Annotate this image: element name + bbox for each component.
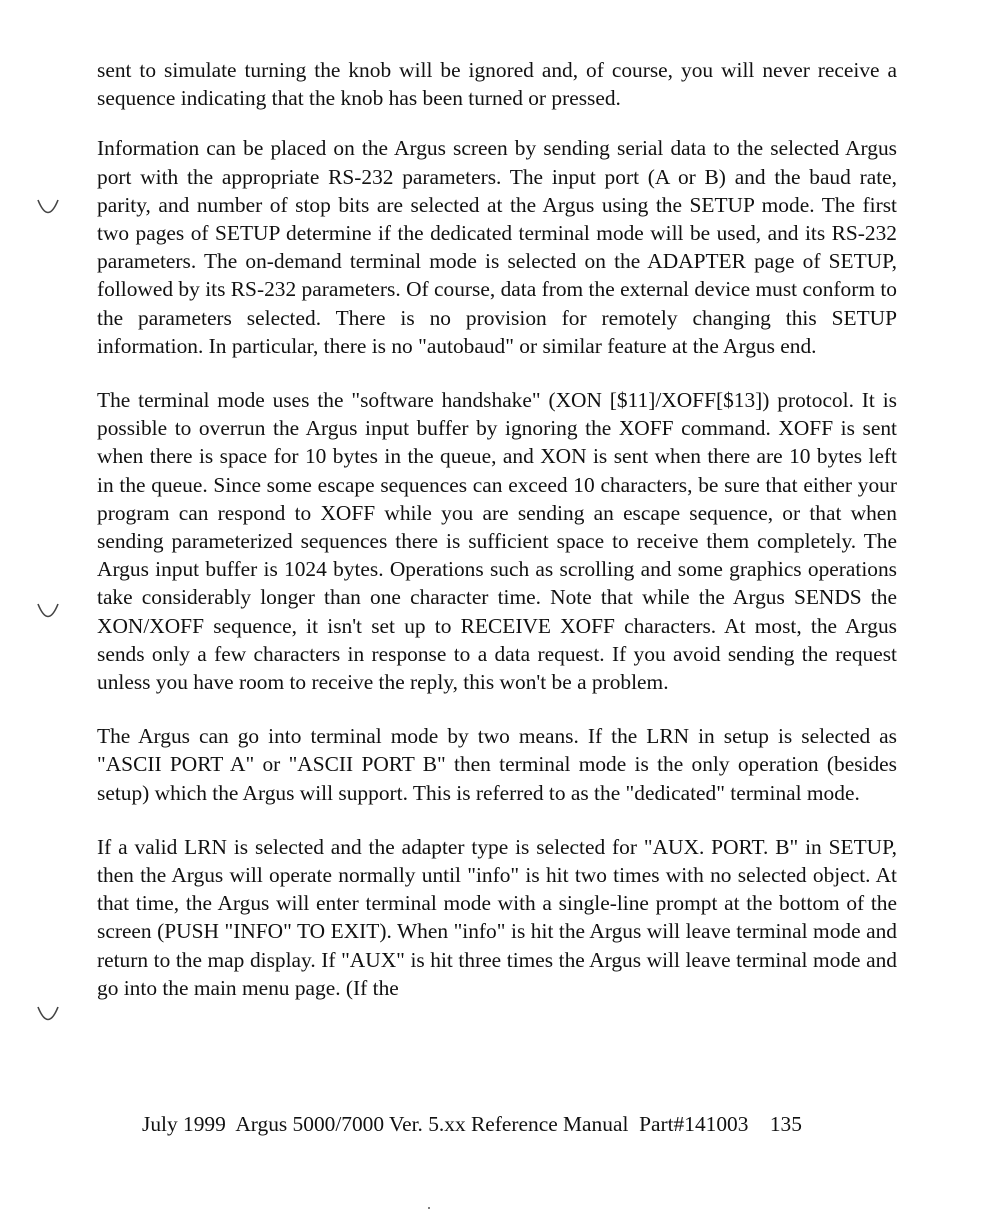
paragraph-aux-port: If a valid LRN is selected and the adapter type is selected for "AUX. PORT. B" in SETUP, then the Argus will operate normally until "info" is hit two times with no selected object. At that time, the Argus will enter terminal mode with a single-line prompt at the bottom of the screen (PUSH "INFO" TO EXIT). When "info" is hit the Argus will leave terminal mode and return to the map display. If "AUX" is hit three times the Argus will leave terminal mode and go into the main menu page. (If the — [97, 834, 897, 1000]
footer-date: July 1999 — [142, 1112, 226, 1136]
scan-speck — [428, 1207, 430, 1209]
paragraph-knob-continuation: sent to simulate turning the knob will be ignored and, of course, you will never receive a sequence indicating that the knob has been turned or pressed. — [97, 58, 897, 111]
document-body — [97, 56, 897, 1028]
page-number: 135 — [769, 1112, 802, 1136]
binder-hole-mark — [35, 601, 61, 621]
binder-hole-mark — [35, 197, 61, 217]
footer-part-number: Part#141003 — [639, 1112, 749, 1136]
footer-title: Argus 5000/7000 Ver. 5.xx Reference Manual — [235, 1112, 629, 1136]
page-footer — [142, 1112, 892, 1137]
paragraph-terminal-mode-means: The Argus can go into terminal mode by two means. If the LRN in setup is selected as "ASCII PORT A" or "ASCII PORT B" then terminal mode is the only operation (besides setup) which the Argus will support. This is referred to as the "dedicated" terminal mode. — [97, 724, 897, 805]
paragraph-software-handshake: The terminal mode uses the "software handshake" (XON [$11]/XOFF[$13]) protocol. It is possible to overrun the Argus input buffer by ignoring the XOFF command. XOFF is sent when there is space for 10 bytes in the queue, and XON is sent when there are 10 bytes left in the queue. Since some escape sequences can exceed 10 characters, be sure that either your program can respond to XOFF while you are sending an escape sequence, or that when sending parameterized sequences there is sufficient space to receive them completely. The Argus input buffer is 1024 bytes. Operations such as scrolling and some graphics operations take considerably longer than one character time. Note that while the Argus SENDS the XON/XOFF sequence, it isn't set up to RECEIVE XOFF characters. At most, the Argus sends only a few characters in response to a data request. If you avoid sending the request unless you have room to receive the reply, this won't be a problem. — [97, 388, 897, 695]
paragraph-serial-data: Information can be placed on the Argus screen by sending serial data to the selected Argus port with the appropriate RS-232 parameters. The input port (A or B) and the baud rate, parity, and number of stop bits are selected at the Argus using the SETUP mode. The first two pages of SETUP determine if the dedicated terminal mode will be used, and its RS-232 parameters. The on-demand terminal mode is selected on the ADAPTER page of SETUP, followed by its RS-232 parameters. Of course, data from the external device must conform to the parameters selected. There is no provision for remotely changing this SETUP information. In particular, there is no "autobaud" or similar feature at the Argus end. — [97, 136, 897, 358]
binder-hole-mark — [35, 1004, 61, 1024]
